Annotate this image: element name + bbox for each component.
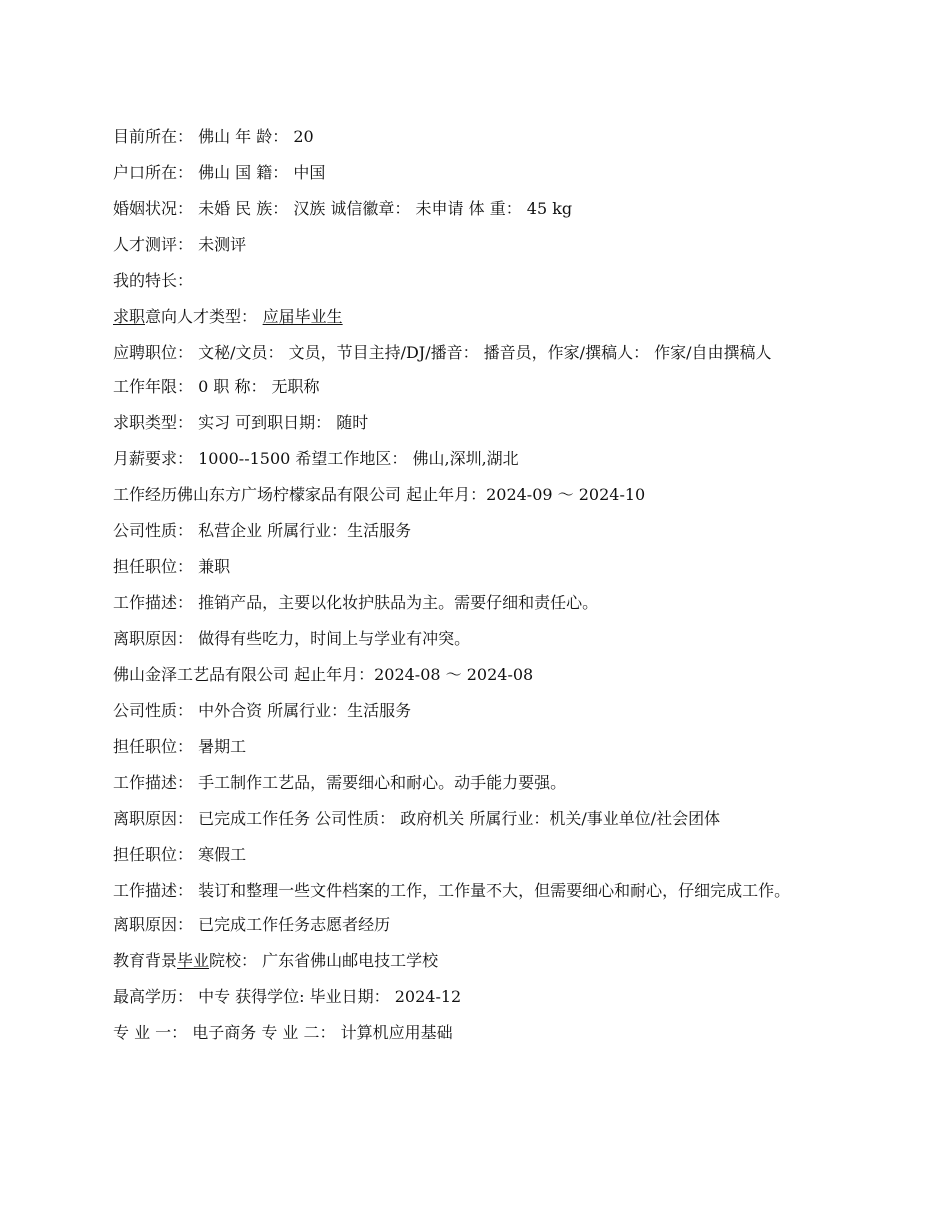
work-experience-3-leave-reason: 离职原因： 已完成工作任务志愿者经历 (113, 915, 391, 934)
marital-ethnic-weight-line: 婚姻状况： 未婚 民 族： 汉族 诚信徽章： 未申请 体 重： 45 kg (113, 199, 573, 218)
graduate-type-link[interactable]: 应届毕业生 (262, 307, 343, 326)
job-intent-link[interactable]: 求职 (113, 307, 146, 326)
work-experience-1-header: 工作经历佛山东方广场柠檬家品有限公司 起止年月：2024-09 ～ 2024-10 (113, 485, 646, 504)
graduation-link[interactable]: 毕业 (177, 951, 210, 970)
salary-region-line: 月薪要求： 1000--1500 希望工作地区： 佛山,深圳,湖北 (113, 449, 519, 468)
school-text: 院校： 广东省佛山邮电技工学校 (209, 951, 439, 970)
work-experience-1-leave-reason: 离职原因： 做得有些吃力，时间上与学业有冲突。 (113, 629, 471, 648)
work-experience-3-position: 担任职位： 寒假工 (113, 845, 247, 864)
education-label: 教育背景 (113, 951, 178, 970)
applied-positions-line: 应聘职位： 文秘/文员： 文员，节目主持/DJ/播音： 播音员，作家/撰稿人： 作家/自由撰稿人 (113, 343, 772, 362)
work-experience-2-position: 担任职位： 暑期工 (113, 737, 247, 756)
work-experience-1-company-type: 公司性质： 私营企业 所属行业：生活服务 (113, 521, 412, 540)
specialty-line: 我的特长： (113, 271, 194, 290)
education-school-line (113, 951, 838, 971)
household-nationality-line: 户口所在： 佛山 国 籍： 中国 (113, 163, 326, 182)
work-experience-2-description: 工作描述： 手工制作工艺品，需要细心和耐心。动手能力要强。 (113, 773, 567, 792)
work-experience-1-position: 担任职位： 兼职 (113, 557, 231, 576)
job-type-availability-line: 求职类型： 实习 可到职日期： 随时 (113, 413, 369, 432)
work-experience-1-description: 工作描述： 推销产品，主要以化妆护肤品为主。需要仔细和责任心。 (113, 593, 599, 612)
talent-assessment-line: 人才测评： 未测评 (113, 235, 247, 254)
job-intent-type-line (113, 307, 838, 327)
work-experience-2-leave-reason: 离职原因： 已完成工作任务 公司性质： 政府机关 所属行业：机关/事业单位/社会团体 (113, 809, 721, 828)
work-years-title-line: 工作年限： 0 职 称： 无职称 (113, 377, 320, 396)
resume-content (113, 127, 838, 1059)
job-intent-label: 意向人才类型： (145, 307, 258, 326)
education-degree-line: 最高学历： 中专 获得学位: 毕业日期： 2024-12 (113, 987, 462, 1006)
work-experience-2-company-type: 公司性质： 中外合资 所属行业：生活服务 (113, 701, 412, 720)
work-experience-2-header: 佛山金泽工艺品有限公司 起止年月：2024-08 ～ 2024-08 (113, 665, 534, 684)
current-location-age-line: 目前所在： 佛山 年 龄： 20 (113, 127, 314, 146)
work-experience-3-description: 工作描述： 装订和整理一些文件档案的工作，工作量不大，但需要细心和耐心，仔细完成工作。 (113, 881, 791, 900)
education-major-line: 专 业 一： 电子商务 专 业 二： 计算机应用基础 (113, 1023, 453, 1042)
